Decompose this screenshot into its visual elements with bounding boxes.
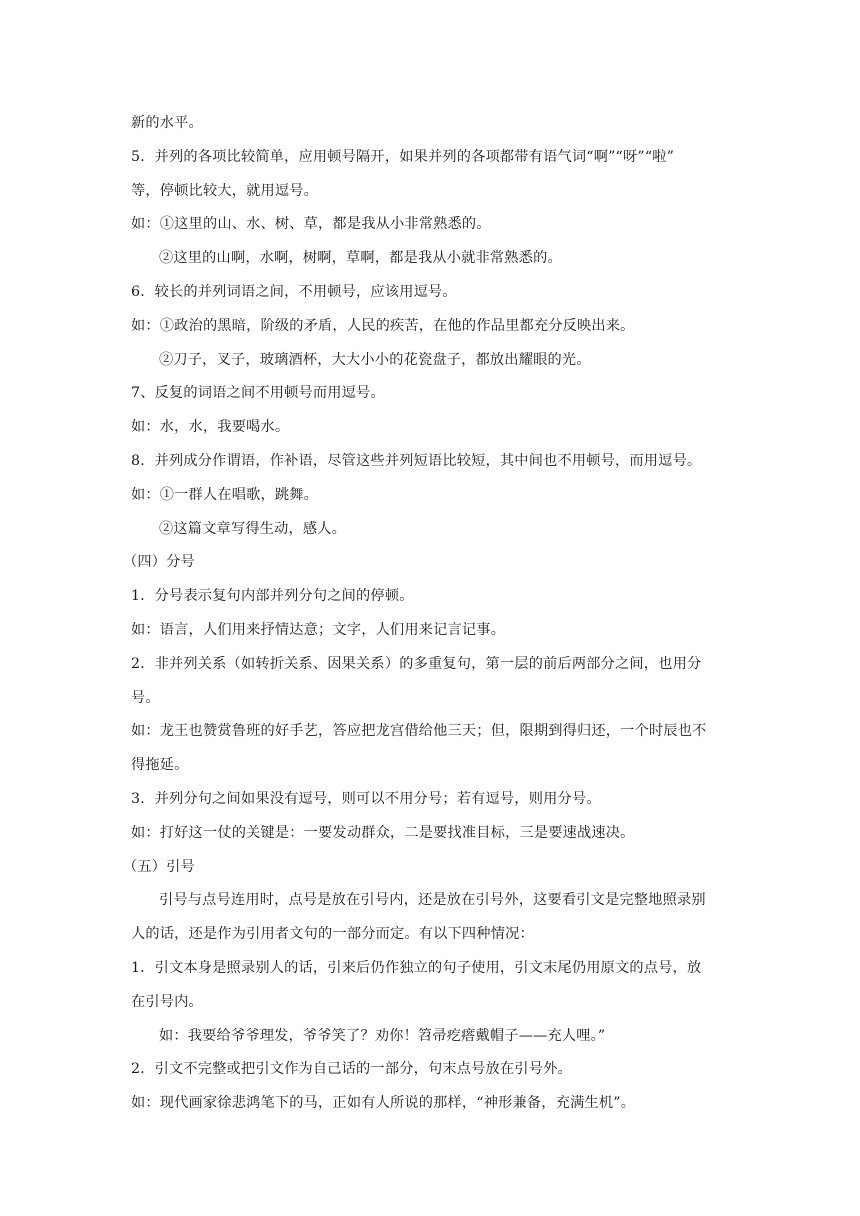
text-line: 如：水，水，我要喝水。: [131, 419, 290, 436]
text-line: 如：①这里的山、水、树、草，都是我从小非常熟悉的。: [131, 216, 491, 233]
section-heading: （五）引号: [123, 858, 195, 875]
text-line: 如：打好这一仗的关键是：一要发动群众，二是要找准目标，三是要速战速决。: [131, 824, 635, 841]
text-line: 引号与点号连用时，点号是放在引号内，还是放在引号外，这要看引文是完整地照录别: [159, 892, 706, 909]
text-line: 2．引文不完整或把引文作为自己话的一部分，句末点号放在引号外。: [131, 1061, 572, 1078]
text-line: 得拖延。: [131, 757, 189, 774]
text-line: 如：现代画家徐悲鸿笔下的马，正如有人所说的那样，“神形兼备，充满生机”。: [131, 1095, 636, 1112]
text-line: 7、反复的词语之间不用顿号而用逗号。: [131, 385, 385, 402]
text-line: 人的话，还是作为引用者文句的一部分而定。有以下四种情况：: [131, 926, 534, 943]
text-line: 1．分号表示复句内部并列分句之间的停顿。: [131, 588, 414, 605]
text-line: 如：龙王也赞赏鲁班的好手艺，答应把龙宫借给他三天；但，限期到得归还，一个时辰也不: [131, 723, 707, 740]
text-line: 在引号内。: [131, 993, 203, 1010]
text-line: ②这里的山啊，水啊，树啊，草啊，都是我从小就非常熟悉的。: [159, 250, 562, 267]
text-line: 8．并列成分作谓语，作补语，尽管这些并列短语比较短，其中间也不用顿号，而用逗号。: [131, 452, 702, 469]
text-line: ②这篇文章写得生动，感人。: [159, 520, 347, 537]
section-heading: （四）分号: [123, 554, 195, 571]
text-line: ②刀子，叉子，玻璃酒杯，大大小小的花瓷盘子，都放出耀眼的光。: [159, 351, 591, 368]
text-line: 2．非并列关系（如转折关系、因果关系）的多重复句，第一层的前后两部分之间，也用分: [131, 655, 702, 672]
text-line: 号。: [131, 689, 160, 706]
text-line: 3．并列分句之间如果没有逗号，则可以不用分号；若有逗号，则用分号。: [131, 790, 601, 807]
text-line: 如：①政治的黑暗，阶级的矛盾，人民的疾苦，在他的作品里都充分反映出来。: [131, 317, 635, 334]
text-line: 如：我要给爷爷理发，爷爷笑了？劝你！笤帚疙瘩戴帽子——充人哩。”: [159, 1027, 606, 1044]
text-line: 等，停顿比较大，就用逗号。: [131, 182, 319, 199]
text-line: 新的水平。: [131, 115, 203, 131]
text-line: 6．较长的并列词语之间，不用顿号，应该用逗号。: [131, 283, 457, 300]
text-line: 1．引文本身是照录别人的话，引来后仍作独立的句子使用，引文末尾仍用原文的点号，放: [131, 959, 702, 976]
text-line: 如：语言，人们用来抒情达意；文字，人们用来记言记事。: [131, 621, 506, 638]
text-line: 5．并列的各项比较简单，应用顿号隔开，如果并列的各项都带有语气词“啊”“呀”“啦”: [131, 148, 675, 165]
document-body: [123, 107, 741, 1121]
text-line: 如：①一群人在唱歌，跳舞。: [131, 486, 319, 503]
